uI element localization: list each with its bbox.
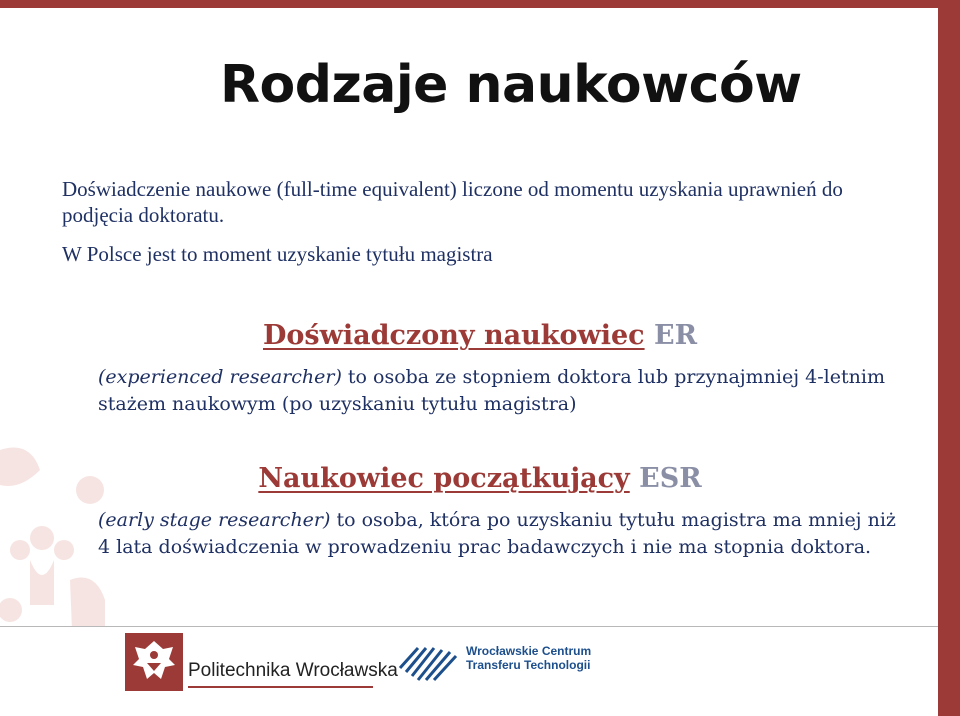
decorative-pattern-icon [0, 430, 110, 630]
footer-divider [0, 626, 938, 627]
esr-heading [0, 463, 960, 494]
esr-definition [98, 507, 898, 561]
center-name-line-2: Transferu Technologii [466, 658, 591, 672]
tech-transfer-center-name [466, 644, 591, 672]
center-name-line-1: Wrocławskie Centrum [466, 644, 592, 658]
intro-text [62, 176, 902, 267]
esr-english-term: (early stage researcher) [98, 509, 331, 531]
slide-title: Rodzaje naukowców [220, 55, 802, 115]
right-accent-bar [938, 0, 960, 716]
esr-heading-term: Naukowiec początkujący [258, 463, 630, 494]
intro-line-1: Doświadczenie naukowe (full-time equivalent) liczone od momentu uzyskania uprawnień do podjęcia doktoratu. [62, 177, 843, 227]
esr-abbreviation: ESR [639, 463, 702, 494]
university-underline [188, 686, 373, 688]
university-name: Politechnika Wrocławska [188, 660, 398, 681]
top-accent-bar [0, 0, 960, 8]
university-eagle-logo-icon [125, 633, 183, 691]
er-definition [98, 364, 898, 418]
er-heading [0, 320, 960, 351]
er-definition-text: to osoba ze stopniem doktora lub przynajmniej 4-letnim stażem naukowym (po uzyskaniu tytułu magistra) [98, 366, 885, 415]
er-abbreviation: ER [653, 320, 698, 351]
wctt-stripes-logo-icon [398, 634, 460, 682]
esr-definition-text: to osoba, która po uzyskaniu tytułu magistra ma mniej niż 4 lata doświadczenia w prowadzeniu prac badawczych i nie ma stopnia doktora. [98, 509, 896, 558]
intro-line-2: W Polsce jest to moment uzyskanie tytułu magistra [62, 242, 493, 266]
er-english-term: (experienced researcher) [98, 366, 342, 388]
er-heading-term: Doświadczony naukowiec [262, 320, 645, 351]
